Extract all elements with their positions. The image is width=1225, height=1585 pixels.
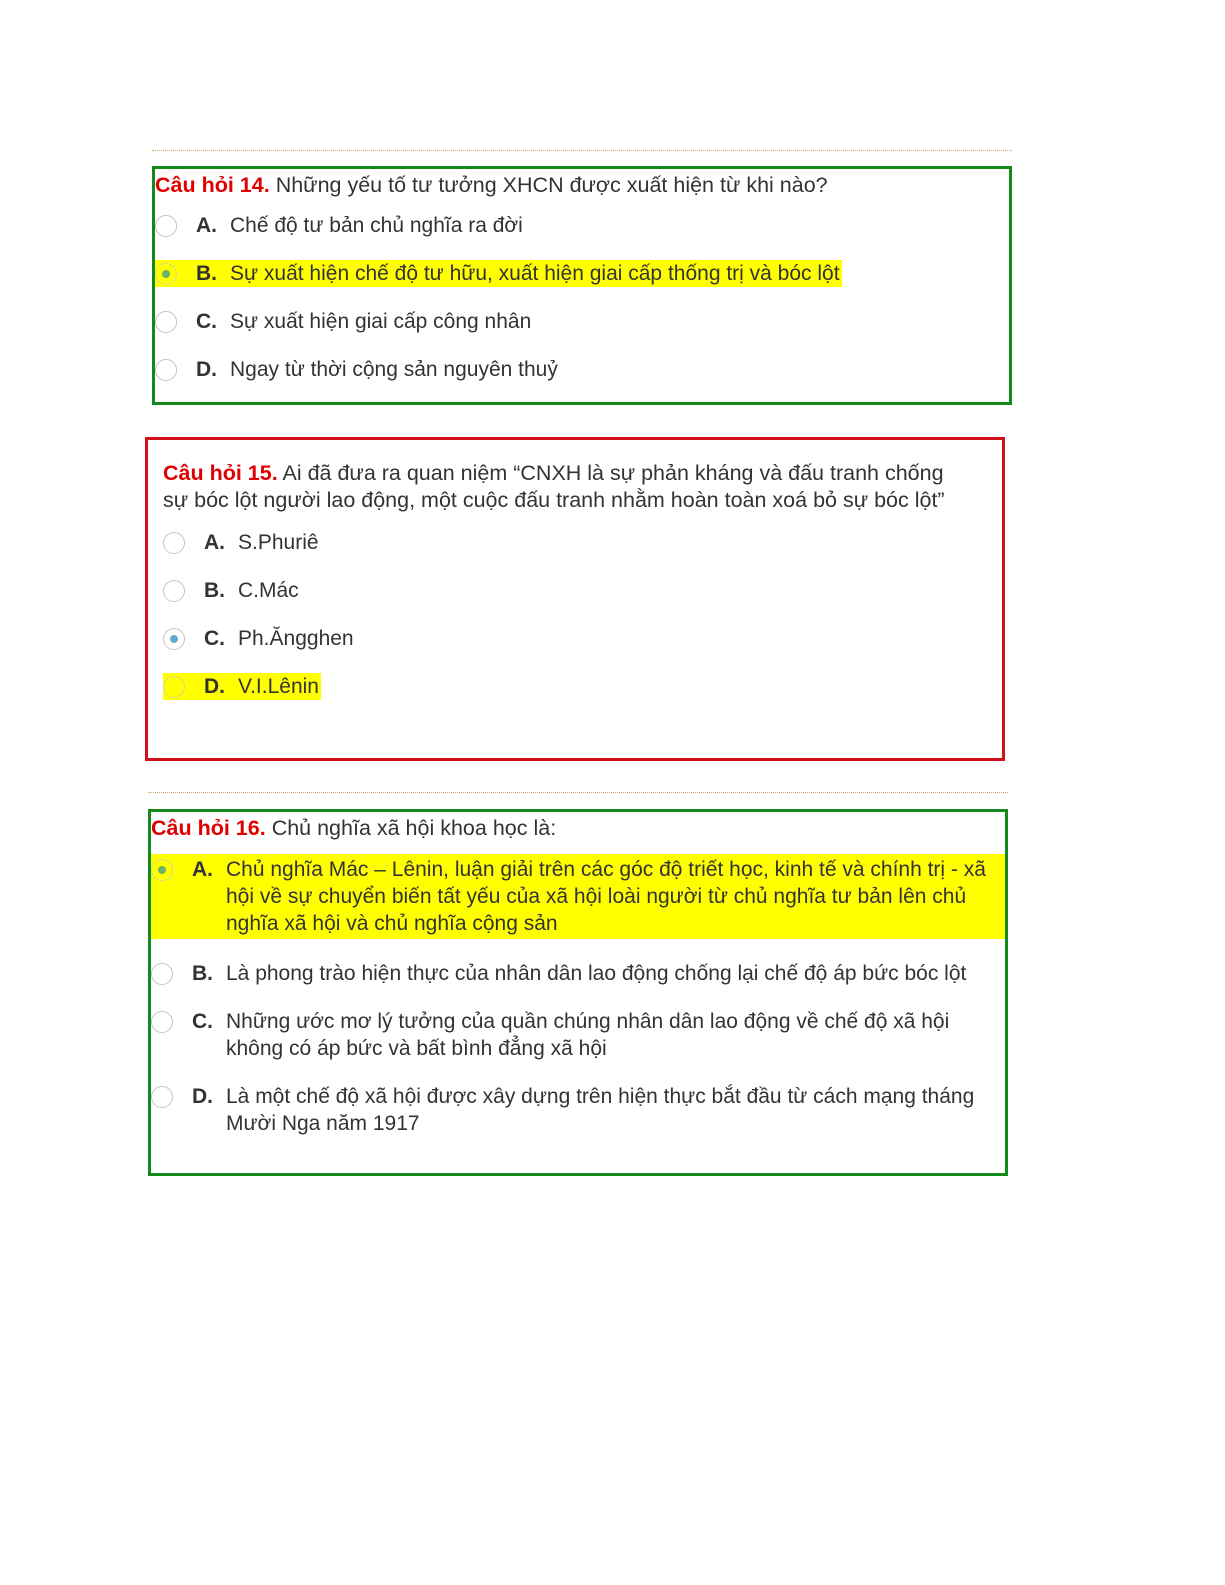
question-16-card (148, 809, 1008, 1176)
option-text: Là phong trào hiện thực của nhân dân lao động chống lại chế độ áp bức bóc lột (226, 962, 967, 985)
question-number: Câu hỏi 16. (151, 816, 266, 840)
radio-button-selected-icon[interactable] (155, 263, 177, 285)
radio-button-icon[interactable] (163, 532, 185, 554)
question-number: Câu hỏi 15. (163, 461, 278, 485)
option-letter: D. (204, 675, 225, 698)
option-c[interactable] (155, 308, 989, 335)
radio-button-selected-icon[interactable] (151, 859, 173, 881)
radio-button-icon[interactable] (155, 311, 177, 333)
radio-button-icon[interactable] (151, 1011, 173, 1033)
question-text: Những yếu tố tư tưởng XHCN được xuất hiện từ khi nào? (275, 173, 828, 197)
option-letter: D. (192, 1085, 213, 1108)
option-letter: C. (204, 627, 225, 650)
option-b[interactable] (163, 577, 967, 604)
option-text: Sự xuất hiện chế độ tư hữu, xuất hiện giai cấp thống trị và bóc lột (230, 262, 840, 285)
option-d[interactable] (163, 673, 321, 700)
option-text: Sự xuất hiện giai cấp công nhân (230, 310, 532, 333)
option-letter: C. (196, 310, 217, 333)
question-16-prompt (151, 815, 1005, 842)
question-text: Ai đã đưa ra quan niệm “CNXH là sự phản kháng và đấu tranh chống sự bóc lột người lao động, một cuộc đấu tranh nhằm hoàn toàn xoá bỏ sự bóc lột” (163, 461, 945, 512)
option-d[interactable] (151, 1083, 1005, 1137)
option-d[interactable] (155, 356, 989, 383)
radio-button-icon[interactable] (155, 215, 177, 237)
option-letter: C. (192, 1010, 213, 1033)
option-text: C.Mác (238, 579, 299, 602)
option-b[interactable] (155, 260, 842, 287)
option-letter: A. (192, 858, 213, 881)
option-text: Chế độ tư bản chủ nghĩa ra đời (230, 214, 523, 237)
option-a[interactable] (155, 212, 989, 239)
radio-button-icon[interactable] (163, 676, 185, 698)
option-text: V.I.Lênin (238, 675, 319, 698)
option-text: Ph.Ăngghen (238, 627, 354, 650)
radio-button-icon[interactable] (163, 580, 185, 602)
option-a[interactable] (163, 529, 967, 556)
option-c[interactable] (163, 625, 967, 652)
question-14-card (152, 166, 1012, 405)
divider (152, 150, 1012, 151)
option-text: Là một chế độ xã hội được xây dựng trên hiện thực bắt đầu từ cách mạng tháng Mười Nga năm 1917 (226, 1085, 975, 1135)
question-15-card (145, 437, 1005, 761)
option-letter: D. (196, 358, 217, 381)
option-a[interactable] (151, 854, 1005, 939)
radio-button-selected-icon[interactable] (163, 628, 185, 650)
question-text: Chủ nghĩa xã hội khoa học là: (271, 816, 557, 840)
radio-button-icon[interactable] (151, 1086, 173, 1108)
option-letter: A. (196, 214, 217, 237)
option-b[interactable] (151, 960, 1005, 987)
option-letter: B. (204, 579, 225, 602)
question-14-prompt (155, 172, 989, 199)
divider (148, 792, 1008, 793)
radio-button-icon[interactable] (155, 359, 177, 381)
option-text: Ngay từ thời cộng sản nguyên thuỷ (230, 358, 558, 381)
option-text: S.Phuriê (238, 531, 319, 554)
question-number: Câu hỏi 14. (155, 173, 270, 197)
option-letter: B. (192, 962, 213, 985)
radio-button-icon[interactable] (151, 963, 173, 985)
option-c[interactable] (151, 1008, 1005, 1062)
option-text: Chủ nghĩa Mác – Lênin, luận giải trên các góc độ triết học, kinh tế và chính trị - xã hội về sự chuyển biến tất yếu của xã hội loài người từ chủ nghĩa tư bản lên chủ nghĩa xã hội và chủ nghĩa cộng sản (226, 858, 986, 935)
question-15-prompt (163, 460, 967, 514)
option-letter: A. (204, 531, 225, 554)
option-text: Những ước mơ lý tưởng của quần chúng nhân dân lao động về chế độ xã hội không có áp bức và bất bình đẳng xã hội (226, 1010, 950, 1060)
option-letter: B. (196, 262, 217, 285)
